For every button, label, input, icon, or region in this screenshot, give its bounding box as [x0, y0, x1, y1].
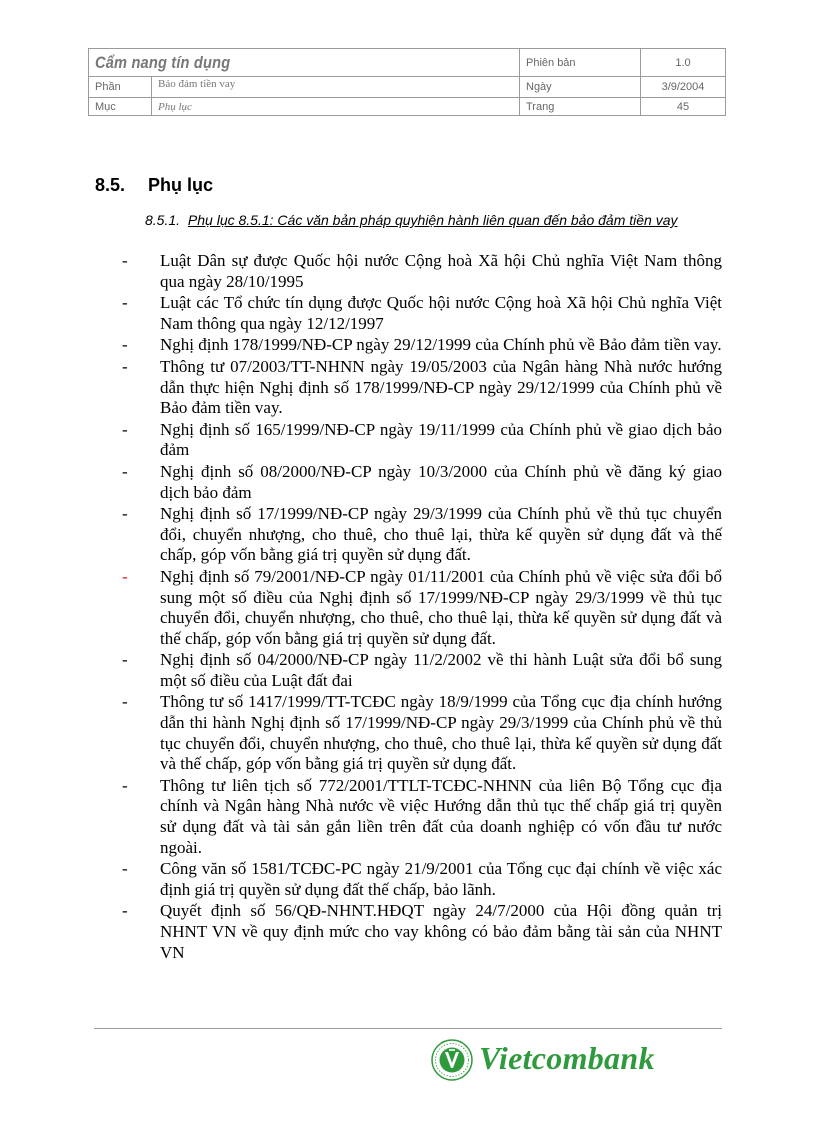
list-item — [118, 776, 722, 858]
list-item — [118, 251, 722, 292]
list-dash: - — [122, 775, 128, 795]
list-item-text: Nghị định số 17/1999/NĐ-CP ngày 29/3/1999 của Chính phủ về thủ tục chuyển đổi, chuyển nhượng, cho thuê, cho thuê lại, thừa kế quyền sử dụng đất và thế chấp, góp vốn bằng giá trị quyền sử dụng đất. — [160, 504, 722, 565]
list-dash: - — [122, 692, 128, 712]
list-item-text: Nghị định số 08/2000/NĐ-CP ngày 10/3/2000 của Chính phủ về đăng ký giao dịch bảo đảm — [160, 461, 722, 502]
list-dash: - — [122, 251, 128, 270]
vietcombank-wordmark: Vietcombank — [479, 1040, 655, 1076]
list-item — [118, 692, 722, 774]
list-item-text: Luật Dân sự được Quốc hội nước Cộng hoà Xã hội Chủ nghĩa Việt Nam thông qua ngày 28/10/1995 — [160, 251, 722, 291]
subsection-heading — [145, 210, 720, 230]
vietcombank-emblem-icon — [428, 1038, 476, 1082]
list-item — [118, 650, 722, 691]
list-item-text: Luật các Tổ chức tín dụng được Quốc hội nước Cộng hoà Xã hội Chủ nghĩa Việt Nam thông qua ngày 12/12/1997 — [160, 293, 722, 333]
list-dash: - — [122, 356, 128, 376]
manual-title: Cẩm nang tín dụng — [95, 52, 231, 72]
list-item — [118, 357, 722, 419]
list-dash: - — [122, 504, 128, 524]
date-value: 3/9/2004 — [641, 77, 726, 98]
date-label: Ngày — [520, 77, 641, 98]
list-item-text: Thông tư 07/2003/TT-NHNN ngày 19/05/2003 của Ngân hàng Nhà nước hướng dẫn thực hiện Nghị định số 178/1999/NĐ-CP ngày 29/12/1999 của Chính phủ về Bảo đảm tiền vay. — [160, 356, 722, 418]
list-item — [118, 462, 722, 503]
section-label: Mục — [89, 98, 152, 116]
list-item-text: Thông tư liên tịch số 772/2001/TTLT-TCĐC-NHNN của liên Bộ Tổng cục địa chính và Ngân hàng Nhà nước về việc Hướng dẫn thủ tục thế chấp giá trị quyền sử dụng đất và tài sản gắn liền trên đất của doanh nghiệp có vốn đầu tư nước ngoài. — [160, 775, 722, 857]
section-title: Phụ lục — [148, 175, 214, 195]
list-dash: - — [122, 293, 128, 313]
list-item — [118, 901, 722, 963]
list-item-text: Thông tư số 1417/1999/TT-TCĐC ngày 18/9/1999 của Tổng cục địa chính hướng dẫn thi hành Nghị định số 17/1999/NĐ-CP ngày 29/3/1999 của Chính phủ về thủ tục chuyển đổi, chuyển nhượng, cho thuê, cho thuê lại, thừa kế quyền sử dụng đất và thế chấp, góp vốn bằng giá trị quyền sử dụng đất. — [160, 692, 722, 774]
section-number: 8.5. — [95, 175, 126, 195]
list-item-text: Nghị định 178/1999/NĐ-CP ngày 29/12/1999 của Chính phủ về Bảo đảm tiền vay. — [160, 335, 722, 355]
list-dash: - — [122, 859, 128, 879]
subsection-number: 8.5.1. — [145, 212, 181, 228]
page-value: 45 — [641, 98, 726, 116]
footer-divider — [94, 1028, 722, 1029]
list-item-text: Công văn số 1581/TCĐC-PC ngày 21/9/2001 của Tổng cục đại chính về việc xác định giá trị quyền sử dụng đất thế chấp, bảo lãnh. — [160, 859, 722, 899]
list-dash: - — [122, 566, 128, 586]
list-item-text: Nghị định số 165/1999/NĐ-CP ngày 19/11/1999 của Chính phủ về giao dịch bảo đảm — [160, 419, 722, 460]
list-item — [118, 859, 722, 900]
list-item — [118, 567, 722, 649]
list-dash: - — [122, 461, 128, 481]
section-heading — [95, 175, 213, 196]
version-value: 1.0 — [641, 49, 726, 77]
list-dash: - — [122, 419, 128, 439]
section-value: Phụ lục — [152, 98, 520, 116]
manual-title-cell — [89, 49, 520, 77]
part-label: Phần — [89, 77, 152, 98]
legal-documents-list — [118, 251, 722, 964]
list-item-text: Nghị định số 79/2001/NĐ-CP ngày 01/11/2001 của Chính phủ về việc sửa đổi bổ sung một số điều của Nghị định số 17/1999/NĐ-CP ngày 29/3/1999 về thủ tục chuyển đổi, chuyển nhượng, cho thuê, cho thuê lại, thừa kế quyền sử dụng đất và thế chấp, góp vốn bằng giá trị quyền sử dụng đất. — [160, 566, 722, 648]
version-label: Phiên bản — [520, 49, 641, 77]
list-item — [118, 504, 722, 566]
list-dash: - — [122, 650, 128, 670]
document-header-table — [88, 48, 726, 116]
part-value: Bảo đảm tiền vay — [152, 77, 520, 98]
list-dash: - — [122, 901, 128, 921]
page-label: Trang — [520, 98, 641, 116]
list-item — [118, 293, 722, 334]
list-item — [118, 335, 722, 356]
list-item-text: Quyết định số 56/QĐ-NHNT.HĐQT ngày 24/7/2000 của Hội đồng quản trị NHNT VN về quy định mức cho vay không có bảo đảm bằng tài sản của NHNT VN — [160, 901, 722, 962]
subsection-link[interactable]: Phụ lục 8.5.1: Các văn bản pháp quyhiện hành liên quan đến bảo đảm tiền vay — [187, 212, 678, 228]
list-dash: - — [122, 335, 128, 355]
list-item — [118, 420, 722, 461]
vietcombank-logo — [428, 1038, 718, 1082]
list-item-text: Nghị định số 04/2000/NĐ-CP ngày 11/2/2002 về thi hành Luật sửa đổi bổ sung một số điều của Luật đất đai — [160, 650, 722, 690]
